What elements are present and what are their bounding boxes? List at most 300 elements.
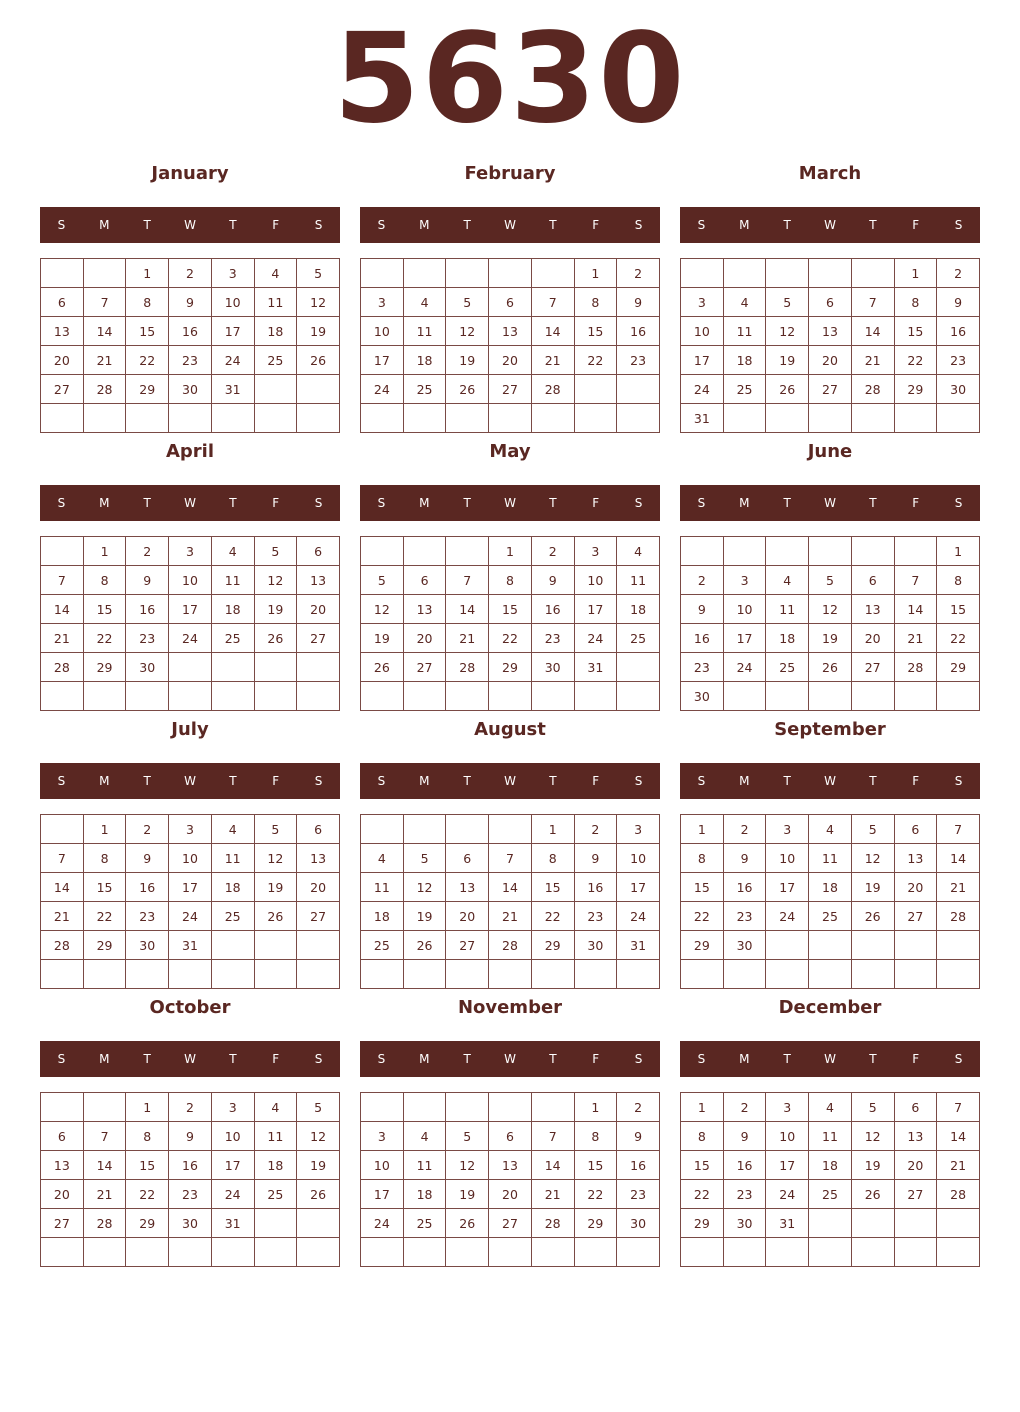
week-row: [361, 1151, 660, 1180]
empty-day-cell: [531, 682, 574, 711]
week-row: [361, 960, 660, 989]
weekday-label: S: [634, 1052, 643, 1066]
day-cell: 29: [574, 1209, 617, 1238]
day-cell: 2: [617, 259, 660, 288]
week-row: [41, 844, 340, 873]
empty-day-cell: [83, 1093, 126, 1122]
day-cell: 3: [617, 815, 660, 844]
day-cell: 5: [851, 1093, 894, 1122]
weekday-label: T: [549, 218, 557, 232]
weekday-label: S: [314, 774, 323, 788]
empty-day-cell: [531, 259, 574, 288]
weekday-label: S: [57, 1052, 66, 1066]
day-cell: 15: [574, 1151, 617, 1180]
day-cell: 21: [937, 873, 980, 902]
empty-day-cell: [681, 1238, 724, 1267]
day-cell: 19: [254, 595, 297, 624]
day-cell: 24: [617, 902, 660, 931]
day-cell: 5: [403, 844, 446, 873]
day-cell: 17: [361, 346, 404, 375]
day-cell: 3: [766, 815, 809, 844]
day-cell: 9: [531, 566, 574, 595]
weekday-label: W: [824, 1052, 836, 1066]
day-cell: 16: [937, 317, 980, 346]
day-cell: 18: [361, 902, 404, 931]
empty-day-cell: [361, 1238, 404, 1267]
empty-day-cell: [531, 404, 574, 433]
day-cell: 27: [489, 1209, 532, 1238]
day-cell: 6: [403, 566, 446, 595]
empty-day-cell: [809, 259, 852, 288]
weekday-label: T: [463, 1052, 471, 1066]
day-cell: 12: [446, 1151, 489, 1180]
day-cell: 26: [297, 1180, 340, 1209]
day-cell: 6: [41, 288, 84, 317]
weekday-label: S: [697, 774, 706, 788]
day-cell: 23: [937, 346, 980, 375]
day-grid: [360, 1092, 660, 1267]
weekday-label: S: [377, 774, 386, 788]
empty-day-cell: [297, 404, 340, 433]
day-cell: 9: [937, 288, 980, 317]
empty-day-cell: [361, 259, 404, 288]
day-cell: 9: [617, 1122, 660, 1151]
day-cell: 24: [723, 653, 766, 682]
month-name: July: [171, 719, 209, 740]
week-row: [681, 682, 980, 711]
week-row: [41, 873, 340, 902]
day-cell: 23: [169, 1180, 212, 1209]
day-cell: 20: [297, 595, 340, 624]
month-august: [360, 715, 660, 983]
day-cell: 22: [126, 1180, 169, 1209]
week-row: [41, 653, 340, 682]
empty-day-cell: [83, 960, 126, 989]
empty-day-cell: [894, 537, 937, 566]
day-cell: 16: [531, 595, 574, 624]
day-cell: 7: [531, 1122, 574, 1151]
day-cell: 28: [851, 375, 894, 404]
empty-day-cell: [937, 1209, 980, 1238]
weekday-label: T: [229, 1052, 237, 1066]
day-cell: 16: [723, 1151, 766, 1180]
empty-day-cell: [254, 375, 297, 404]
day-cell: 10: [617, 844, 660, 873]
empty-day-cell: [851, 404, 894, 433]
day-cell: 12: [297, 1122, 340, 1151]
day-cell: 16: [126, 873, 169, 902]
empty-day-cell: [41, 259, 84, 288]
day-cell: 14: [83, 1151, 126, 1180]
weekday-label: S: [377, 496, 386, 510]
empty-day-cell: [851, 682, 894, 711]
day-cell: 7: [41, 844, 84, 873]
empty-day-cell: [361, 537, 404, 566]
day-cell: 15: [937, 595, 980, 624]
month-name: November: [457, 997, 563, 1018]
weekday-label: S: [634, 496, 643, 510]
day-cell: 2: [937, 259, 980, 288]
week-row: [41, 1209, 340, 1238]
day-cell: 10: [361, 317, 404, 346]
weekday-label: T: [143, 218, 151, 232]
day-cell: 18: [254, 1151, 297, 1180]
month-name: December: [778, 997, 882, 1018]
weekday-header: [40, 207, 340, 243]
day-cell: 7: [83, 1122, 126, 1151]
week-row: [681, 1180, 980, 1209]
day-cell: 8: [681, 1122, 724, 1151]
empty-day-cell: [446, 815, 489, 844]
day-cell: 27: [297, 902, 340, 931]
day-cell: 23: [681, 653, 724, 682]
weekday-header: [680, 1041, 980, 1077]
week-row: [41, 537, 340, 566]
weekday-header: [360, 1041, 660, 1077]
day-cell: 9: [126, 844, 169, 873]
weekday-label: S: [697, 218, 706, 232]
day-grid: [360, 814, 660, 989]
day-cell: 21: [851, 346, 894, 375]
day-cell: 2: [531, 537, 574, 566]
empty-day-cell: [126, 1238, 169, 1267]
day-cell: 15: [126, 1151, 169, 1180]
weekday-label: F: [272, 774, 280, 788]
day-cell: 13: [894, 844, 937, 873]
weekday-label: T: [229, 496, 237, 510]
day-cell: 2: [126, 815, 169, 844]
month-name: April: [165, 441, 215, 462]
day-cell: 4: [403, 288, 446, 317]
weekday-label: S: [634, 774, 643, 788]
day-cell: 11: [211, 566, 254, 595]
day-grid: [680, 814, 980, 989]
day-cell: 22: [681, 902, 724, 931]
day-cell: 30: [681, 682, 724, 711]
empty-day-cell: [41, 815, 84, 844]
day-cell: 10: [169, 566, 212, 595]
day-cell: 4: [809, 1093, 852, 1122]
day-cell: 29: [126, 375, 169, 404]
day-cell: 21: [41, 902, 84, 931]
day-cell: 7: [83, 288, 126, 317]
week-row: [41, 595, 340, 624]
week-row: [41, 404, 340, 433]
week-row: [681, 375, 980, 404]
day-cell: 9: [723, 844, 766, 873]
weekday-label: W: [184, 218, 196, 232]
empty-day-cell: [851, 537, 894, 566]
empty-day-cell: [403, 259, 446, 288]
week-row: [41, 317, 340, 346]
day-cell: 31: [574, 653, 617, 682]
day-cell: 23: [617, 346, 660, 375]
weekday-label: T: [549, 1052, 557, 1066]
day-cell: 20: [446, 902, 489, 931]
day-cell: 5: [446, 1122, 489, 1151]
day-cell: 23: [723, 902, 766, 931]
empty-day-cell: [169, 653, 212, 682]
day-cell: 25: [809, 902, 852, 931]
empty-day-cell: [489, 1238, 532, 1267]
day-cell: 13: [41, 317, 84, 346]
day-cell: 19: [254, 873, 297, 902]
empty-day-cell: [83, 682, 126, 711]
week-row: [361, 1209, 660, 1238]
day-cell: 10: [361, 1151, 404, 1180]
empty-day-cell: [809, 682, 852, 711]
week-row: [41, 1238, 340, 1267]
weekday-label: T: [869, 1052, 877, 1066]
day-cell: 29: [894, 375, 937, 404]
weekday-label: W: [504, 496, 516, 510]
day-cell: 28: [489, 931, 532, 960]
empty-day-cell: [126, 682, 169, 711]
weekday-label: S: [954, 496, 963, 510]
day-cell: 26: [809, 653, 852, 682]
empty-day-cell: [41, 404, 84, 433]
day-cell: 1: [574, 259, 617, 288]
day-cell: 28: [83, 1209, 126, 1238]
day-cell: 4: [723, 288, 766, 317]
day-grid: [680, 1092, 980, 1267]
week-row: [681, 1122, 980, 1151]
weekday-label: T: [463, 496, 471, 510]
empty-day-cell: [83, 404, 126, 433]
day-cell: 23: [531, 624, 574, 653]
empty-day-cell: [254, 960, 297, 989]
empty-day-cell: [297, 375, 340, 404]
day-cell: 25: [403, 1209, 446, 1238]
day-cell: 6: [446, 844, 489, 873]
day-grid: [40, 814, 340, 989]
week-row: [361, 624, 660, 653]
day-cell: 3: [681, 288, 724, 317]
day-cell: 26: [361, 653, 404, 682]
day-cell: 2: [723, 815, 766, 844]
week-row: [681, 566, 980, 595]
day-cell: 14: [894, 595, 937, 624]
empty-day-cell: [937, 960, 980, 989]
day-cell: 14: [83, 317, 126, 346]
day-cell: 28: [531, 1209, 574, 1238]
month-march: [680, 159, 980, 427]
weekday-label: W: [184, 774, 196, 788]
week-row: [41, 1180, 340, 1209]
day-grid: [40, 536, 340, 711]
weekday-label: F: [272, 218, 280, 232]
day-cell: 9: [574, 844, 617, 873]
day-cell: 9: [617, 288, 660, 317]
day-cell: 28: [83, 375, 126, 404]
empty-day-cell: [574, 682, 617, 711]
empty-day-cell: [809, 960, 852, 989]
week-row: [361, 317, 660, 346]
day-cell: 1: [894, 259, 937, 288]
day-cell: 11: [211, 844, 254, 873]
empty-day-cell: [211, 653, 254, 682]
weekday-header: [40, 763, 340, 799]
day-cell: 8: [574, 288, 617, 317]
day-cell: 12: [446, 317, 489, 346]
day-cell: 2: [169, 1093, 212, 1122]
day-cell: 7: [937, 815, 980, 844]
week-row: [361, 1180, 660, 1209]
day-cell: 18: [403, 346, 446, 375]
day-cell: 1: [574, 1093, 617, 1122]
day-cell: 25: [403, 375, 446, 404]
day-cell: 28: [41, 653, 84, 682]
day-cell: 29: [83, 653, 126, 682]
day-cell: 2: [574, 815, 617, 844]
day-cell: 3: [169, 815, 212, 844]
empty-day-cell: [851, 960, 894, 989]
week-row: [681, 1093, 980, 1122]
weekday-label: M: [739, 774, 750, 788]
day-cell: 6: [297, 537, 340, 566]
year-title: 5630: [333, 7, 687, 151]
weekday-label: S: [697, 496, 706, 510]
day-cell: 15: [489, 595, 532, 624]
day-cell: 4: [809, 815, 852, 844]
day-cell: 26: [446, 1209, 489, 1238]
day-cell: 19: [446, 346, 489, 375]
empty-day-cell: [851, 259, 894, 288]
weekday-label: T: [229, 218, 237, 232]
weekday-label: F: [592, 496, 600, 510]
day-cell: 29: [681, 1209, 724, 1238]
weekday-label: T: [229, 774, 237, 788]
week-row: [361, 1122, 660, 1151]
day-cell: 5: [446, 288, 489, 317]
empty-day-cell: [894, 960, 937, 989]
day-cell: 6: [489, 288, 532, 317]
day-cell: 15: [681, 1151, 724, 1180]
week-row: [361, 346, 660, 375]
empty-day-cell: [809, 1209, 852, 1238]
empty-day-cell: [851, 1209, 894, 1238]
empty-day-cell: [894, 1209, 937, 1238]
day-cell: 21: [41, 624, 84, 653]
empty-day-cell: [489, 404, 532, 433]
day-cell: 14: [489, 873, 532, 902]
day-cell: 11: [361, 873, 404, 902]
week-row: [361, 1093, 660, 1122]
empty-day-cell: [297, 960, 340, 989]
week-row: [361, 288, 660, 317]
day-cell: 27: [894, 902, 937, 931]
weekday-label: S: [314, 1052, 323, 1066]
day-grid: [680, 258, 980, 433]
day-cell: 22: [489, 624, 532, 653]
empty-day-cell: [809, 931, 852, 960]
empty-day-cell: [403, 404, 446, 433]
day-cell: 15: [894, 317, 937, 346]
day-cell: 20: [297, 873, 340, 902]
day-cell: 27: [41, 375, 84, 404]
day-cell: 13: [297, 566, 340, 595]
month-name: March: [798, 163, 862, 184]
month-september: [680, 715, 980, 983]
day-cell: 3: [211, 259, 254, 288]
weekday-label: T: [549, 496, 557, 510]
day-cell: 15: [574, 317, 617, 346]
week-row: [41, 1122, 340, 1151]
day-cell: 12: [766, 317, 809, 346]
week-row: [41, 1093, 340, 1122]
day-cell: 25: [766, 653, 809, 682]
empty-day-cell: [766, 682, 809, 711]
day-cell: 26: [403, 931, 446, 960]
day-cell: 20: [41, 346, 84, 375]
day-cell: 6: [894, 815, 937, 844]
day-cell: 12: [254, 844, 297, 873]
week-row: [41, 682, 340, 711]
day-cell: 17: [361, 1180, 404, 1209]
day-cell: 24: [361, 1209, 404, 1238]
week-row: [361, 595, 660, 624]
weekday-label: W: [504, 774, 516, 788]
day-cell: 22: [574, 346, 617, 375]
day-cell: 23: [617, 1180, 660, 1209]
day-cell: 24: [211, 1180, 254, 1209]
weekday-label: M: [99, 218, 110, 232]
week-row: [361, 873, 660, 902]
day-grid: [40, 1092, 340, 1267]
day-cell: 26: [254, 902, 297, 931]
day-cell: 8: [126, 288, 169, 317]
empty-day-cell: [446, 1093, 489, 1122]
day-cell: 30: [723, 931, 766, 960]
day-cell: 5: [766, 288, 809, 317]
day-cell: 5: [297, 259, 340, 288]
empty-day-cell: [766, 259, 809, 288]
day-cell: 9: [681, 595, 724, 624]
day-cell: 23: [169, 346, 212, 375]
day-cell: 21: [489, 902, 532, 931]
month-name: September: [774, 719, 886, 740]
day-cell: 13: [489, 1151, 532, 1180]
day-cell: 1: [126, 259, 169, 288]
day-cell: 31: [766, 1209, 809, 1238]
weekday-label: S: [634, 218, 643, 232]
day-cell: 4: [403, 1122, 446, 1151]
month-july: [40, 715, 340, 983]
day-cell: 18: [211, 595, 254, 624]
day-cell: 31: [617, 931, 660, 960]
weekday-label: W: [504, 1052, 516, 1066]
day-cell: 28: [937, 902, 980, 931]
day-cell: 14: [446, 595, 489, 624]
day-cell: 28: [894, 653, 937, 682]
day-cell: 4: [766, 566, 809, 595]
empty-day-cell: [809, 404, 852, 433]
empty-day-cell: [297, 1209, 340, 1238]
empty-day-cell: [41, 960, 84, 989]
week-row: [681, 1209, 980, 1238]
empty-day-cell: [403, 537, 446, 566]
weekday-label: M: [419, 496, 430, 510]
weekday-label: S: [314, 496, 323, 510]
week-row: [681, 404, 980, 433]
day-cell: 7: [894, 566, 937, 595]
weekday-label: F: [912, 218, 920, 232]
weekday-label: S: [57, 774, 66, 788]
day-cell: 26: [297, 346, 340, 375]
empty-day-cell: [297, 931, 340, 960]
weekday-label: M: [419, 774, 430, 788]
week-row: [41, 566, 340, 595]
